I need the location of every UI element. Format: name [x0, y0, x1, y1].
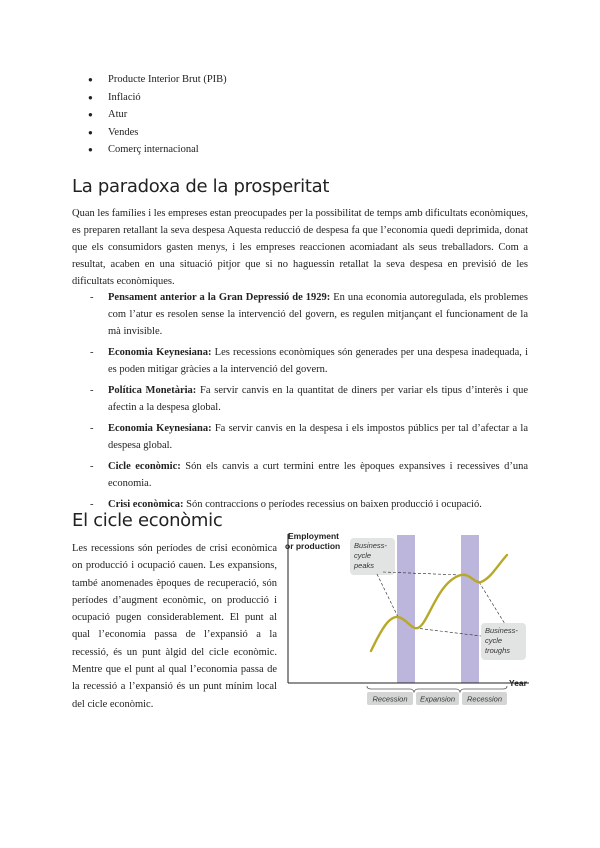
y-axis-label: Employment	[288, 531, 340, 541]
definition-text: Fa servir canvis en la despesa i els impostos públics per tal d’afectar a la despesa global.	[108, 423, 528, 451]
definition-term: Pensament anterior a la Gran Depressió de 1929:	[108, 292, 331, 303]
definition-item	[90, 289, 528, 340]
definition-term: Economia Keynesiana:	[108, 347, 212, 358]
peaks-label: Business-	[354, 541, 387, 550]
business-cycle-chart	[285, 526, 530, 706]
definition-text: En una economia autoregulada, els problemes com l’atur es resolen sense la intervenció del govern, es regulen mitjançant el funcionament de la mà invisible.	[108, 292, 528, 337]
indicator-list	[88, 71, 227, 159]
list-item: ● Comerç internacional	[88, 141, 227, 159]
definition-item	[90, 382, 528, 416]
list-item: ● Atur	[88, 106, 227, 124]
definitions-list	[90, 289, 528, 517]
definition-item	[90, 344, 528, 378]
definition-term: Política Monetària:	[108, 385, 197, 396]
list-item: ● Producte Interior Brut (PIB)	[88, 71, 227, 89]
troughs-label: Business-	[485, 626, 518, 635]
definition-item	[90, 420, 528, 454]
chart-svg	[285, 526, 530, 706]
troughs-label: cycle	[485, 636, 503, 645]
peaks-label: peaks	[354, 561, 375, 570]
phase-label-expansion: Expansion	[419, 694, 456, 704]
definition-text: Són els canvis a curt termini entre les èpoques expansives i recessives d’una economia.	[108, 461, 528, 489]
list-item: ● Inflació	[88, 89, 227, 107]
definition-term: Economia Keynesiana:	[108, 423, 212, 434]
peak-pointer-2	[383, 572, 461, 575]
prosperity-paragraph: Quan les famílies i les empreses estan preocupades per la possibilitat de temps amb dificultats econòmiques, es preparen retallant la seva despesa Aquesta reducció de despesa fa que l’economia quedi deprimida, donat que els consumidors gasten menys, i les empreses reaccionen acomiadant als seus treballadors. Com a resultat, acaben en una situació pitjor que si no haguessin retallat la seva despesa en previsió de les dificultats econòmiques.	[72, 208, 528, 287]
recession-band-1	[397, 535, 415, 683]
definition-term: Cicle econòmic:	[108, 461, 181, 472]
y-axis-label: or production	[285, 541, 341, 551]
cycle-paragraph: Les recessions són períodes de crisi econòmica on producció i ocupació cauen. Les expansions, també anomenades èpoques de recuperació, són períodes d’augment econòmic, on producció i ocupació pugen considerablement. El punt al qual l’economia passa de l’expansió a la recessió, és un punt àlgid del cicle econòmic. Mentre que el punt al qual l’economia passa de la recessió a l’expansió és un punt mínim local del cicle econòmic.	[72, 543, 277, 710]
phase-label-recession: Recession	[466, 694, 503, 704]
section-heading-cycle: El cicle econòmic	[72, 510, 223, 531]
definition-text: Són contraccions o períodes recessius on baixen producció i ocupació.	[183, 499, 482, 510]
troughs-label: troughs	[485, 646, 511, 655]
definition-term: Crisi econòmica:	[108, 499, 184, 510]
section-heading-prosperity: La paradoxa de la prosperitat	[72, 176, 330, 197]
phase-brace	[367, 686, 507, 692]
trough-pointer-2	[479, 582, 505, 624]
peak-pointer-1	[377, 574, 398, 617]
definition-text: Fa servir canvis en la quantitat de diners per variar els tipus d’interès i que afectin a la despesa global.	[108, 385, 528, 413]
list-item: ● Vendes	[88, 124, 227, 142]
recession-band-2	[461, 535, 479, 683]
phase-label-recession: Recession	[372, 694, 408, 704]
peaks-label: cycle	[354, 551, 372, 560]
x-axis-label: Year	[509, 678, 527, 688]
definition-text: Les recessions econòmiques són generades per una despesa inadequada, i es poden mitigar gràcies a la intervenció del govern.	[108, 347, 528, 375]
definition-item	[90, 458, 528, 492]
